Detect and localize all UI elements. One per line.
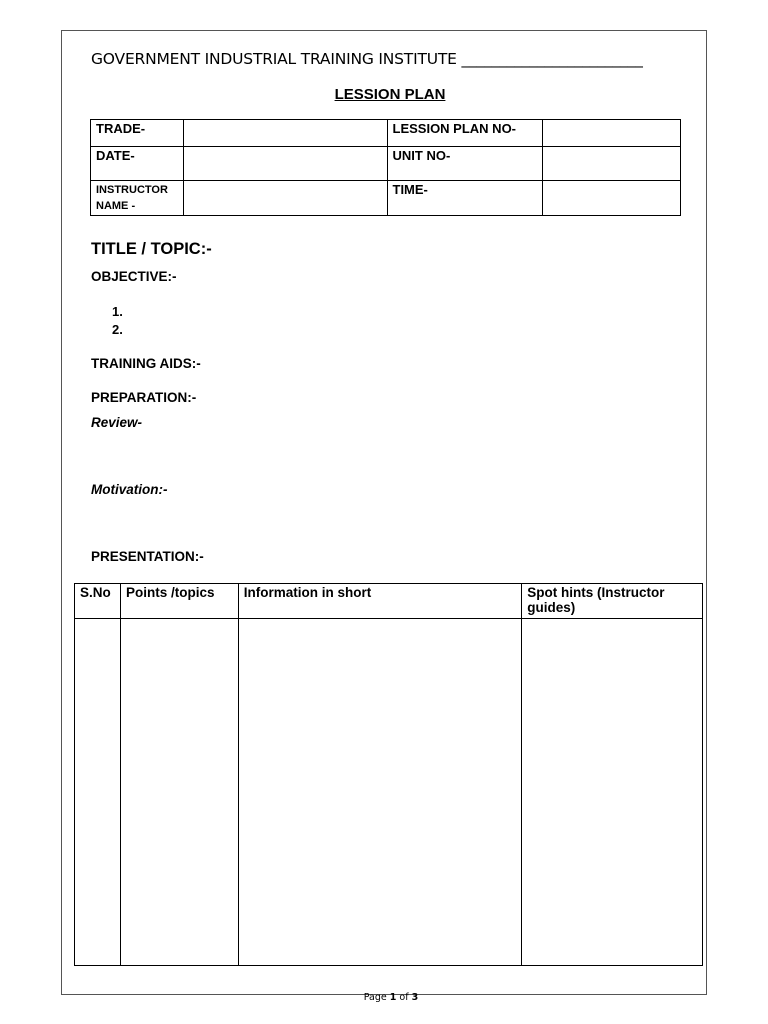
presentation-header-row [75, 584, 703, 619]
unit-no-field[interactable] [543, 147, 681, 181]
spot-hints-cell[interactable] [522, 619, 703, 966]
lesson-info-table [90, 119, 681, 216]
sno-cell[interactable] [75, 619, 121, 966]
presentation-heading: PRESENTATION:- [91, 549, 204, 564]
date-field[interactable] [183, 147, 387, 181]
col-header-spot-hints: Spot hints (Instructor guides) [522, 584, 703, 619]
page-current: 1 [389, 992, 397, 1003]
training-aids-heading: TRAINING AIDS:- [91, 356, 201, 371]
motivation-subheading: Motivation:- [91, 482, 168, 497]
page-total: 3 [411, 992, 419, 1003]
points-cell[interactable] [120, 619, 238, 966]
time-field[interactable] [543, 181, 681, 216]
col-header-sno: S.No [75, 584, 121, 619]
trade-label: TRADE- [91, 120, 184, 147]
instructor-label-line2: NAME - [96, 200, 136, 212]
instructor-name-label [91, 181, 184, 216]
document-title: LESSION PLAN [334, 86, 446, 103]
presentation-table [74, 583, 703, 966]
preparation-heading: PREPARATION:- [91, 390, 197, 405]
review-subheading: Review- [91, 415, 143, 430]
presentation-body-row [75, 619, 703, 966]
instructor-name-field[interactable] [183, 181, 387, 216]
col-header-points: Points /topics [120, 584, 238, 619]
lesson-plan-no-label: LESSION PLAN NO- [387, 120, 543, 147]
date-label: DATE- [91, 147, 184, 181]
objective-item-1: 1. [112, 304, 123, 319]
time-label: TIME- [387, 181, 543, 216]
instructor-label-line1: INSTRUCTOR [96, 184, 168, 196]
trade-field[interactable] [183, 120, 387, 147]
title-topic-heading: TITLE / TOPIC:- [91, 240, 212, 258]
page-of: of [399, 992, 409, 1003]
institute-heading: GOVERNMENT INDUSTRIAL TRAINING INSTITUTE ________________________ [91, 50, 643, 68]
lesson-plan-no-field[interactable] [543, 120, 681, 147]
information-cell[interactable] [238, 619, 521, 966]
objective-item-2: 2. [112, 322, 123, 337]
page-prefix: Page [363, 992, 387, 1003]
page-number [0, 992, 768, 1003]
objective-heading: OBJECTIVE:- [91, 269, 177, 284]
col-header-information: Information in short [238, 584, 521, 619]
unit-no-label: UNIT NO- [387, 147, 543, 181]
